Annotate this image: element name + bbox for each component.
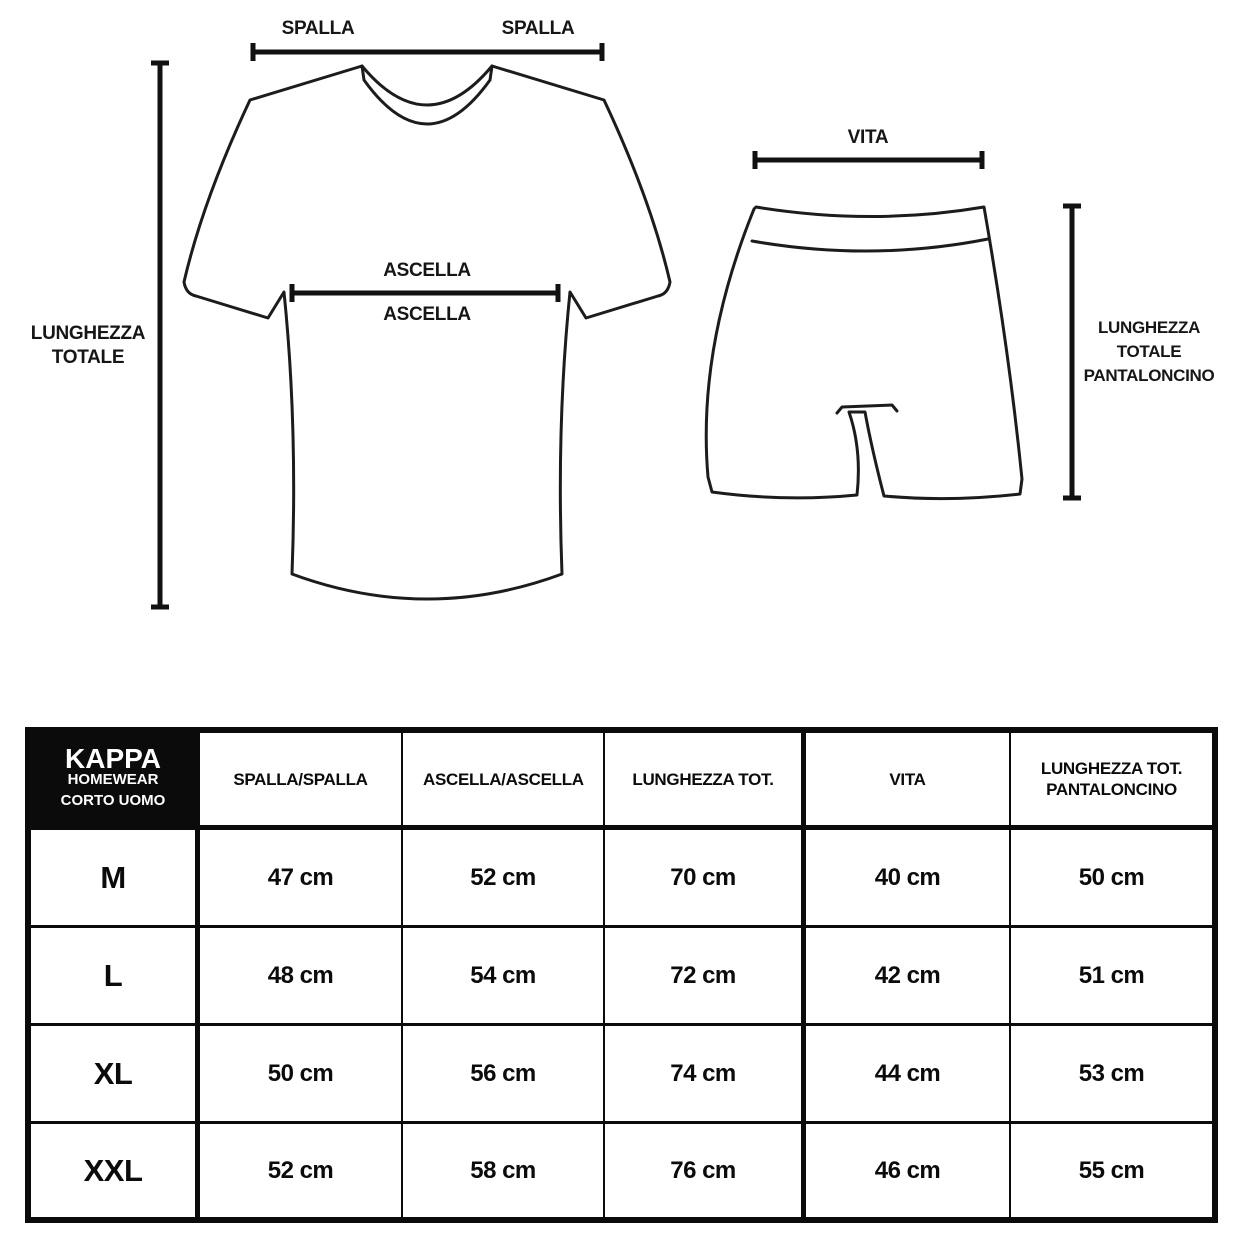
value-xl-lunghezza: 74 cm — [605, 1026, 806, 1124]
spalla-measure-line — [253, 43, 602, 61]
value-l-spalla: 48 cm — [200, 928, 403, 1026]
value-xxl-ascella: 58 cm — [403, 1124, 605, 1217]
column-header-lunghezza-tot: LUNGHEZZA TOT. — [605, 733, 806, 830]
vita-label: VITA — [847, 127, 889, 148]
spalla-left-label: SPALLA — [281, 18, 355, 39]
value-l-vita: 42 cm — [806, 928, 1011, 1026]
column-header-lunghezza-pantaloncino: LUNGHEZZA TOT. PANTALONCINO — [1011, 733, 1212, 830]
value-xl-spalla: 50 cm — [200, 1026, 403, 1124]
value-m-ascella: 52 cm — [403, 830, 605, 928]
value-xl-vita: 44 cm — [806, 1026, 1011, 1124]
value-l-pantaloncino: 51 cm — [1011, 928, 1212, 1026]
size-cell-xxl: XXL — [31, 1124, 200, 1217]
lunghezza-totale-label: LUNGHEZZA TOTALE — [30, 323, 146, 368]
value-xl-pantaloncino: 53 cm — [1011, 1026, 1212, 1124]
brand-line3: CORTO UOMO — [60, 791, 166, 809]
ascella-bottom-label: ASCELLA — [383, 304, 471, 325]
value-l-ascella: 54 cm — [403, 928, 605, 1026]
value-m-lunghezza: 70 cm — [605, 830, 806, 928]
ascella-top-label: ASCELLA — [383, 260, 471, 281]
size-table — [25, 727, 1218, 1223]
value-m-vita: 40 cm — [806, 830, 1011, 928]
value-xxl-pantaloncino: 55 cm — [1078, 1156, 1145, 1184]
value-xxl-spalla: 52 cm — [200, 1124, 403, 1217]
tshirt-outline — [184, 66, 670, 599]
size-cell-l: L — [31, 928, 200, 1026]
vita-measure-line — [755, 151, 982, 169]
value-m-pantaloncino: 50 cm — [1011, 830, 1212, 928]
value-l-lunghezza: 72 cm — [605, 928, 806, 1026]
column-header-spalla: SPALLA/SPALLA — [200, 733, 403, 830]
size-cell-xl: XL — [31, 1026, 200, 1124]
brand-header-cell — [31, 733, 200, 830]
value-xxl-lunghezza: 76 cm — [605, 1124, 806, 1217]
lunghezza-pantaloncino-label: LUNGHEZZA TOTALE PANTALONCINO — [1083, 318, 1215, 385]
column-header-ascella: ASCELLA/ASCELLA — [403, 733, 605, 830]
value-xl-ascella: 56 cm — [403, 1026, 605, 1124]
value-m-spalla: 47 cm — [200, 830, 403, 928]
brand-line2: HOMEWEAR — [67, 770, 159, 788]
brand-name: KAPPA — [65, 742, 161, 774]
spalla-right-label: SPALLA — [501, 18, 575, 39]
column-header-vita: VITA — [806, 733, 1011, 830]
size-cell-m: M — [31, 830, 200, 928]
value-xxl-vita: 46 cm — [806, 1124, 1011, 1217]
